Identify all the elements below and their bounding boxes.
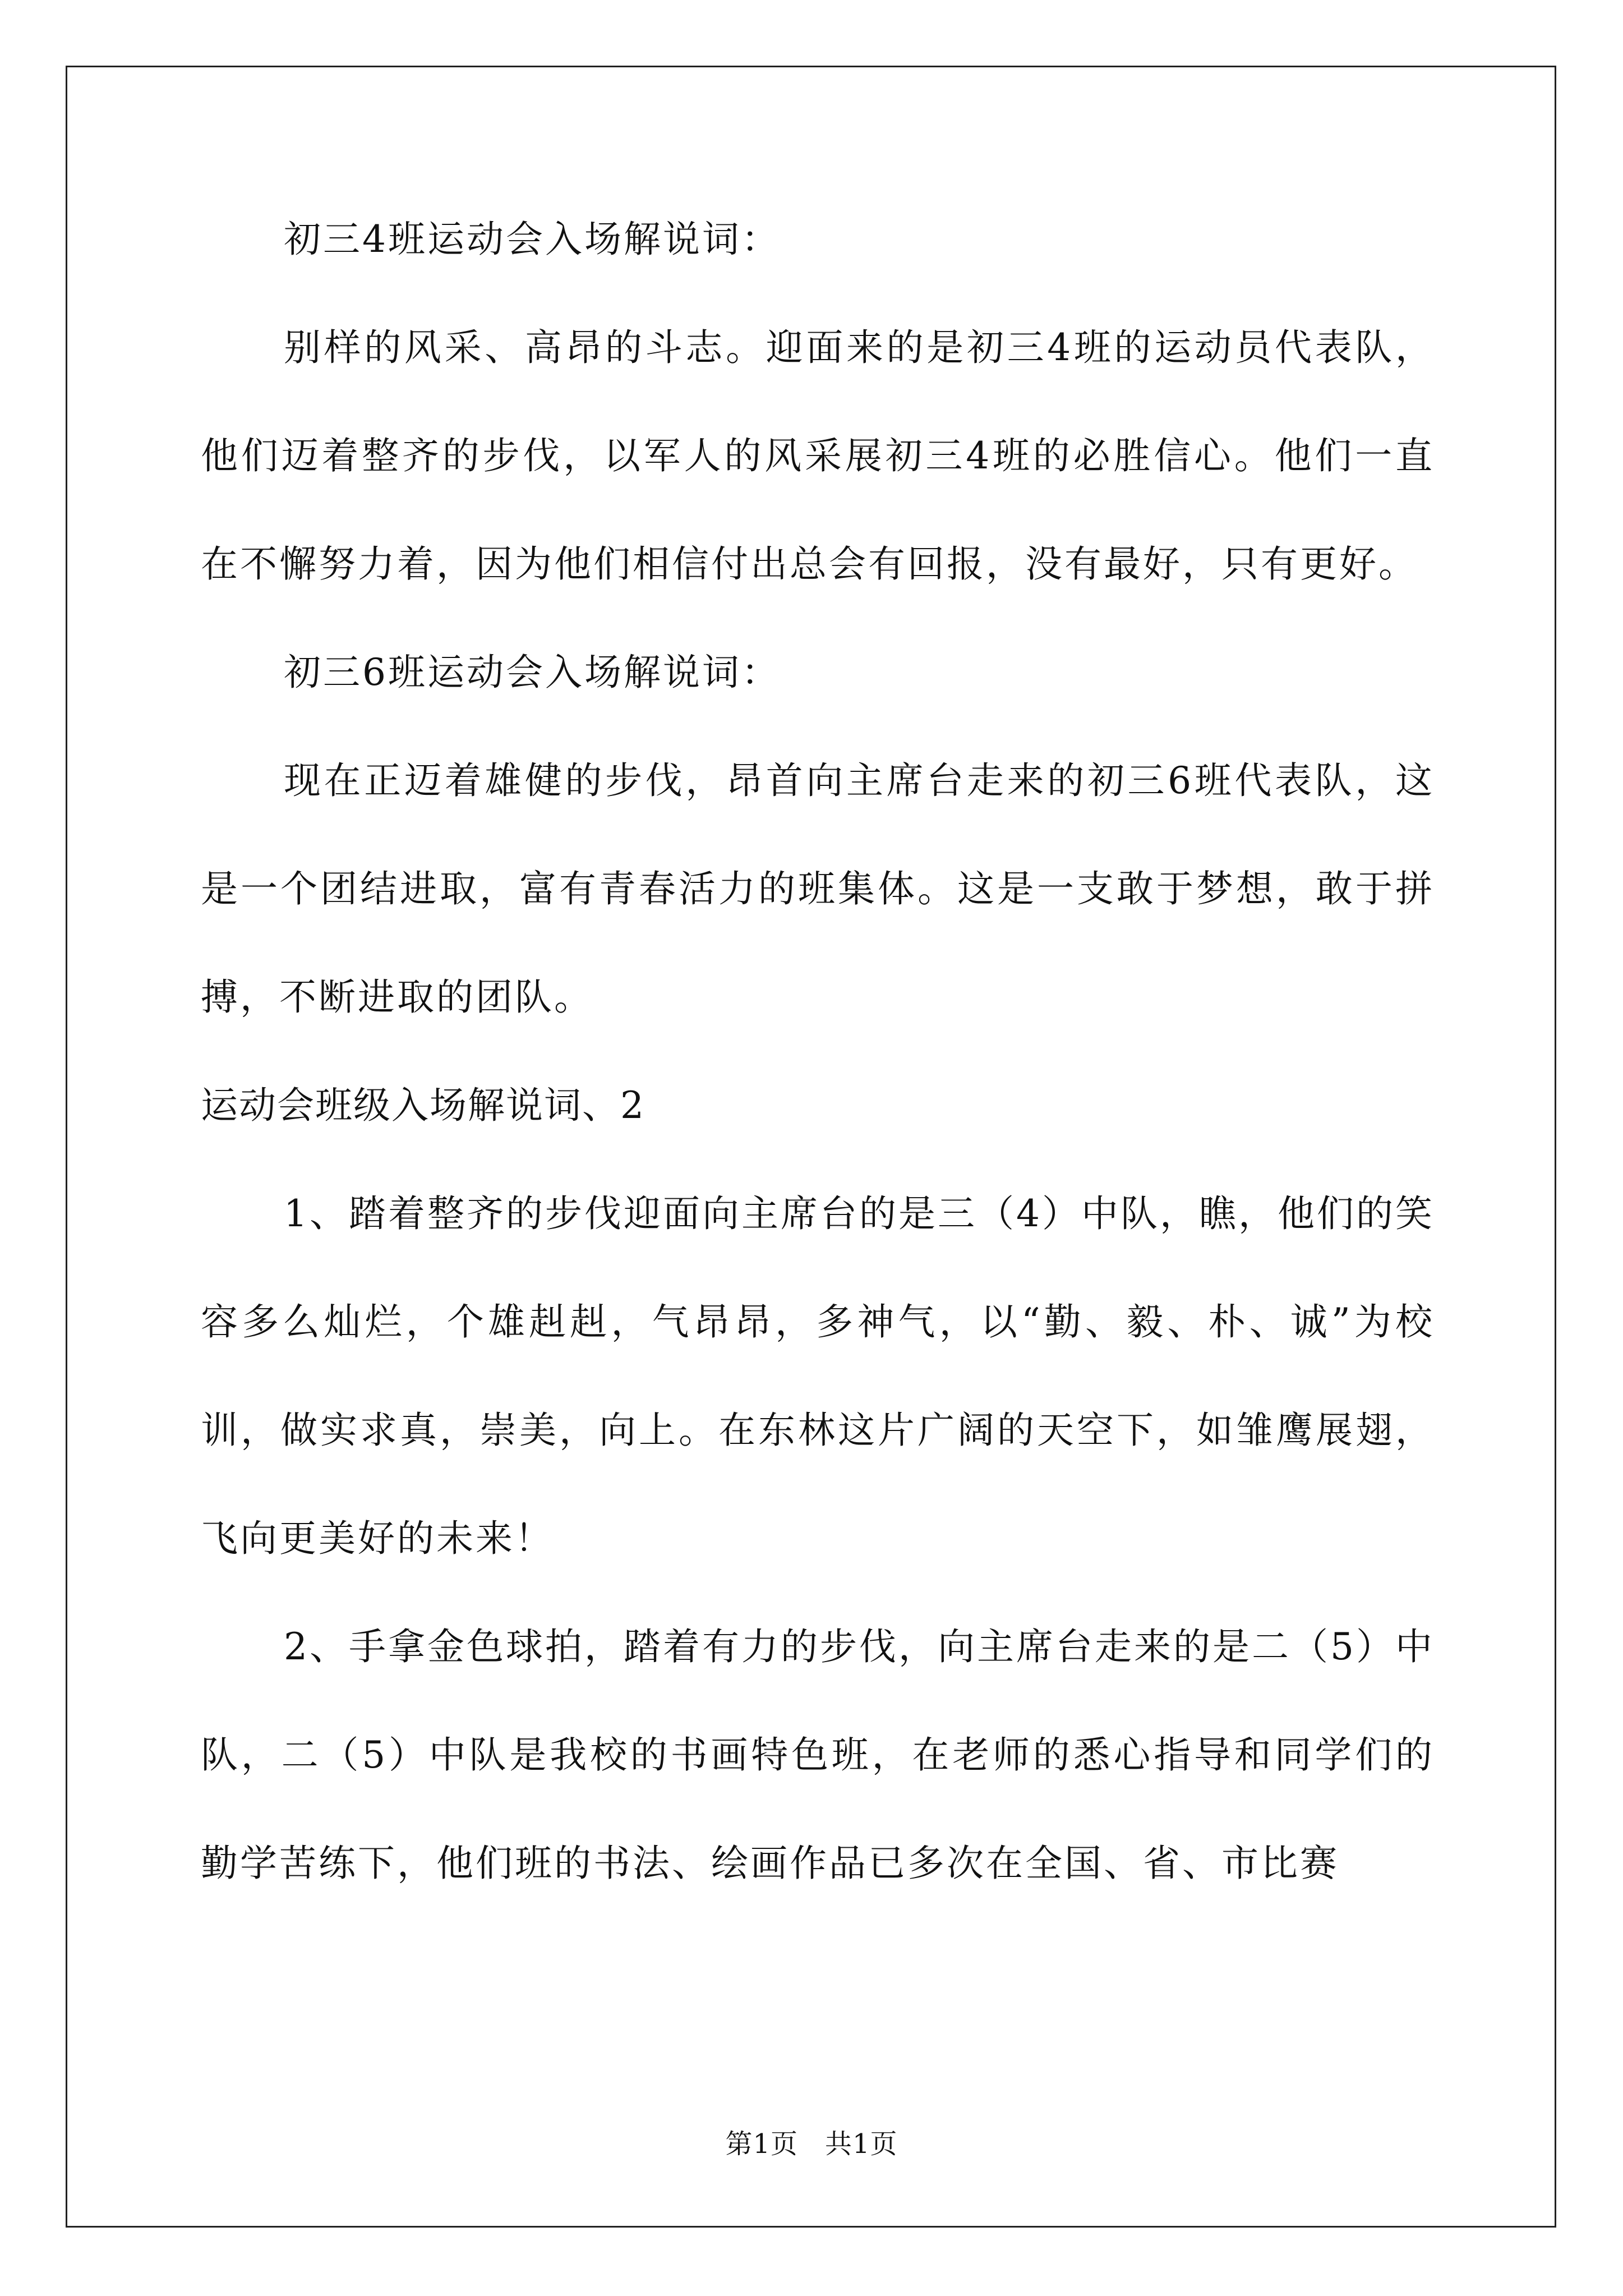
document-body: [201, 185, 1435, 1917]
paragraph-item-1: 1、踏着整齐的步伐迎面向主席台的是三（4）中队，瞧，他们的笑容多么灿烂，个雄赳赳，气昂昂，多神气，以“勤、毅、朴、诚”为校训，做实求真，崇美，向上。在东林这片广阔的天空下，如雏鹰展翅，飞向更美好的未来！: [201, 1192, 1435, 1560]
page-number: 第1页: [725, 2128, 798, 2160]
paragraph-class-6-commentary: 现在正迈着雄健的步伐，昂首向主席台走来的初三6班代表队，这是一个团结进取，富有青春活力的班集体。这是一支敢于梦想，敢于拼搏，不断进取的团队。: [201, 759, 1435, 1019]
paragraph-class-4-heading: 初三4班运动会入场解说词：: [284, 218, 781, 261]
paragraph-item-2: 2、手拿金色球拍，踏着有力的步伐，向主席台走来的是二（5）中队，二（5）中队是我校的书画特色班，在老师的悉心指导和同学们的勤学苦练下，他们班的书法、绘画作品已多次在全国、省、市比赛: [201, 1625, 1435, 1885]
section-heading: 运动会班级入场解说词、2: [201, 1084, 645, 1127]
page-total: 共1页: [825, 2128, 898, 2160]
page-footer: [0, 2122, 1623, 2161]
paragraph-class-6-heading: 初三6班运动会入场解说词：: [284, 651, 781, 694]
paragraph-class-4-commentary: 别样的风采、高昂的斗志。迎面来的是初三4班的运动员代表队，他们迈着整齐的步伐，以军人的风采展初三4班的必胜信心。他们一直在不懈努力着，因为他们相信付出总会有回报，没有最好，只有更好。: [201, 326, 1435, 586]
